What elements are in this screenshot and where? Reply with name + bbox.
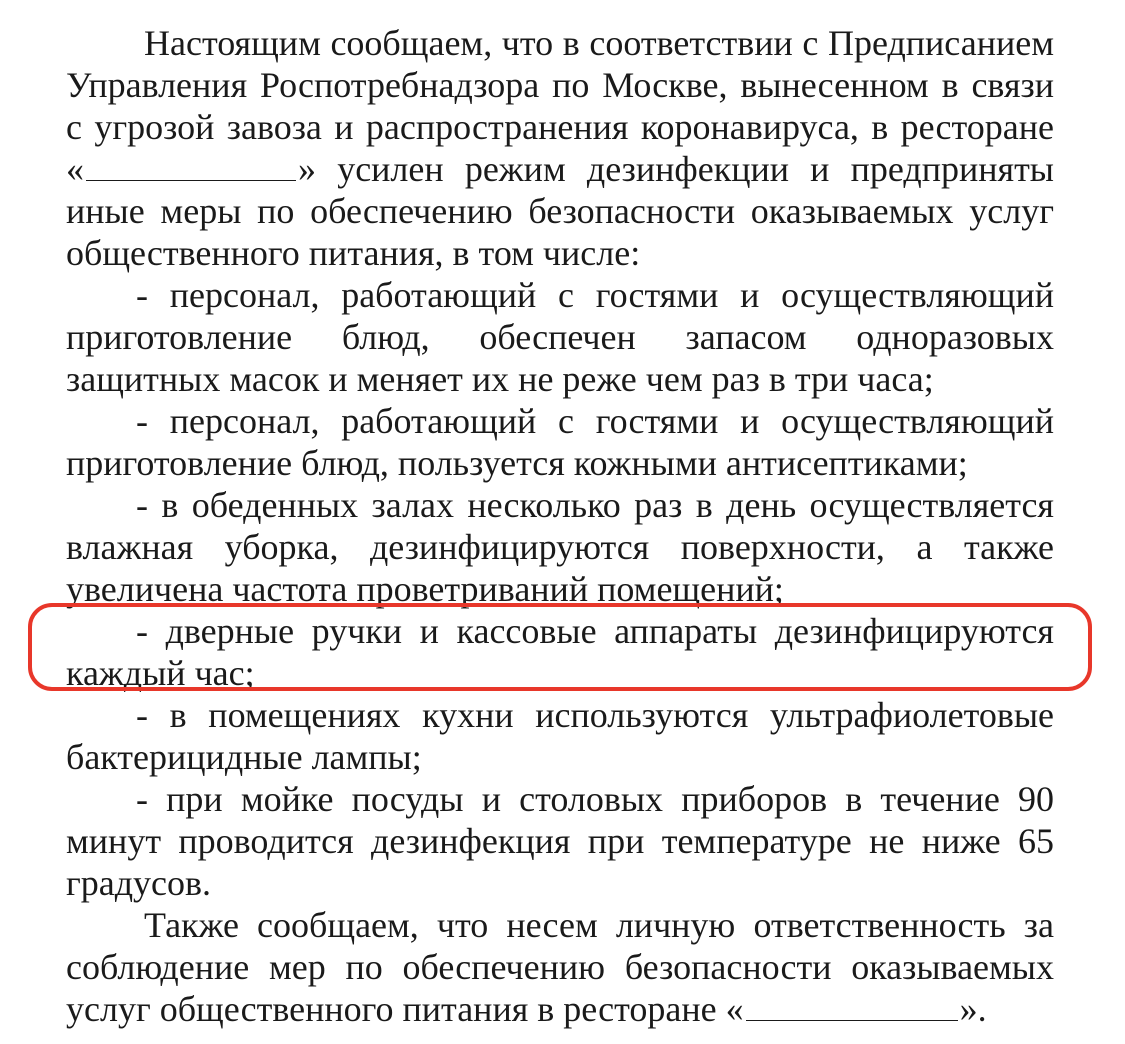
measure-item-door-handles: - дверные ручки и кассовые аппараты дезинфицируются каждый час; xyxy=(66,611,1054,693)
closing-text-end: ». xyxy=(959,989,987,1029)
measure-item-cleaning: - в обеденных залах несколько раз в день осуществляется влажная уборка, дезинфицируются поверхности, а также увеличена частота проветриваний помещений; xyxy=(66,485,1054,609)
measure-item-dishwashing: - при мойке посуды и столовых приборов в течение 90 минут проводится дезинфекция при температуре не ниже 65 градусов. xyxy=(66,779,1054,903)
intro-text-end: » усилен режим дезинфекции и предприняты иные меры по обеспечению безопасности оказываемых услуг общественного питания, в том числе: xyxy=(66,149,1054,273)
measure-item-uv-lamps: - в помещениях кухни используются ультрафиолетовые бактерицидные лампы; xyxy=(66,695,1054,777)
restaurant-name-blank-closing xyxy=(746,990,958,1021)
document-body xyxy=(66,22,1054,1030)
measure-item-masks: - персонал, работающий с гостями и осуществляющий приготовление блюд, обеспечен запасом одноразовых защитных масок и меняет их не реже чем раз в три часа; xyxy=(66,275,1054,399)
closing-paragraph xyxy=(66,904,1054,1030)
intro-text-start: Настоящим сообщаем, что в соответствии с Предписанием Управления Роспотребнадзора по Москве, вынесенном в связи с угрозой завоза и распространения коронавируса, в ресторане « xyxy=(66,23,1054,189)
restaurant-name-blank xyxy=(86,150,296,181)
closing-text-start: Также сообщаем, что несем личную ответственность за соблюдение мер по обеспечению безопасности оказываемых услуг общественного питания в ресторане « xyxy=(66,905,1054,1029)
intro-paragraph xyxy=(66,22,1054,274)
measure-item-antiseptics: - персонал, работающий с гостями и осуществляющий приготовление блюд, пользуется кожными антисептиками; xyxy=(66,401,1054,483)
